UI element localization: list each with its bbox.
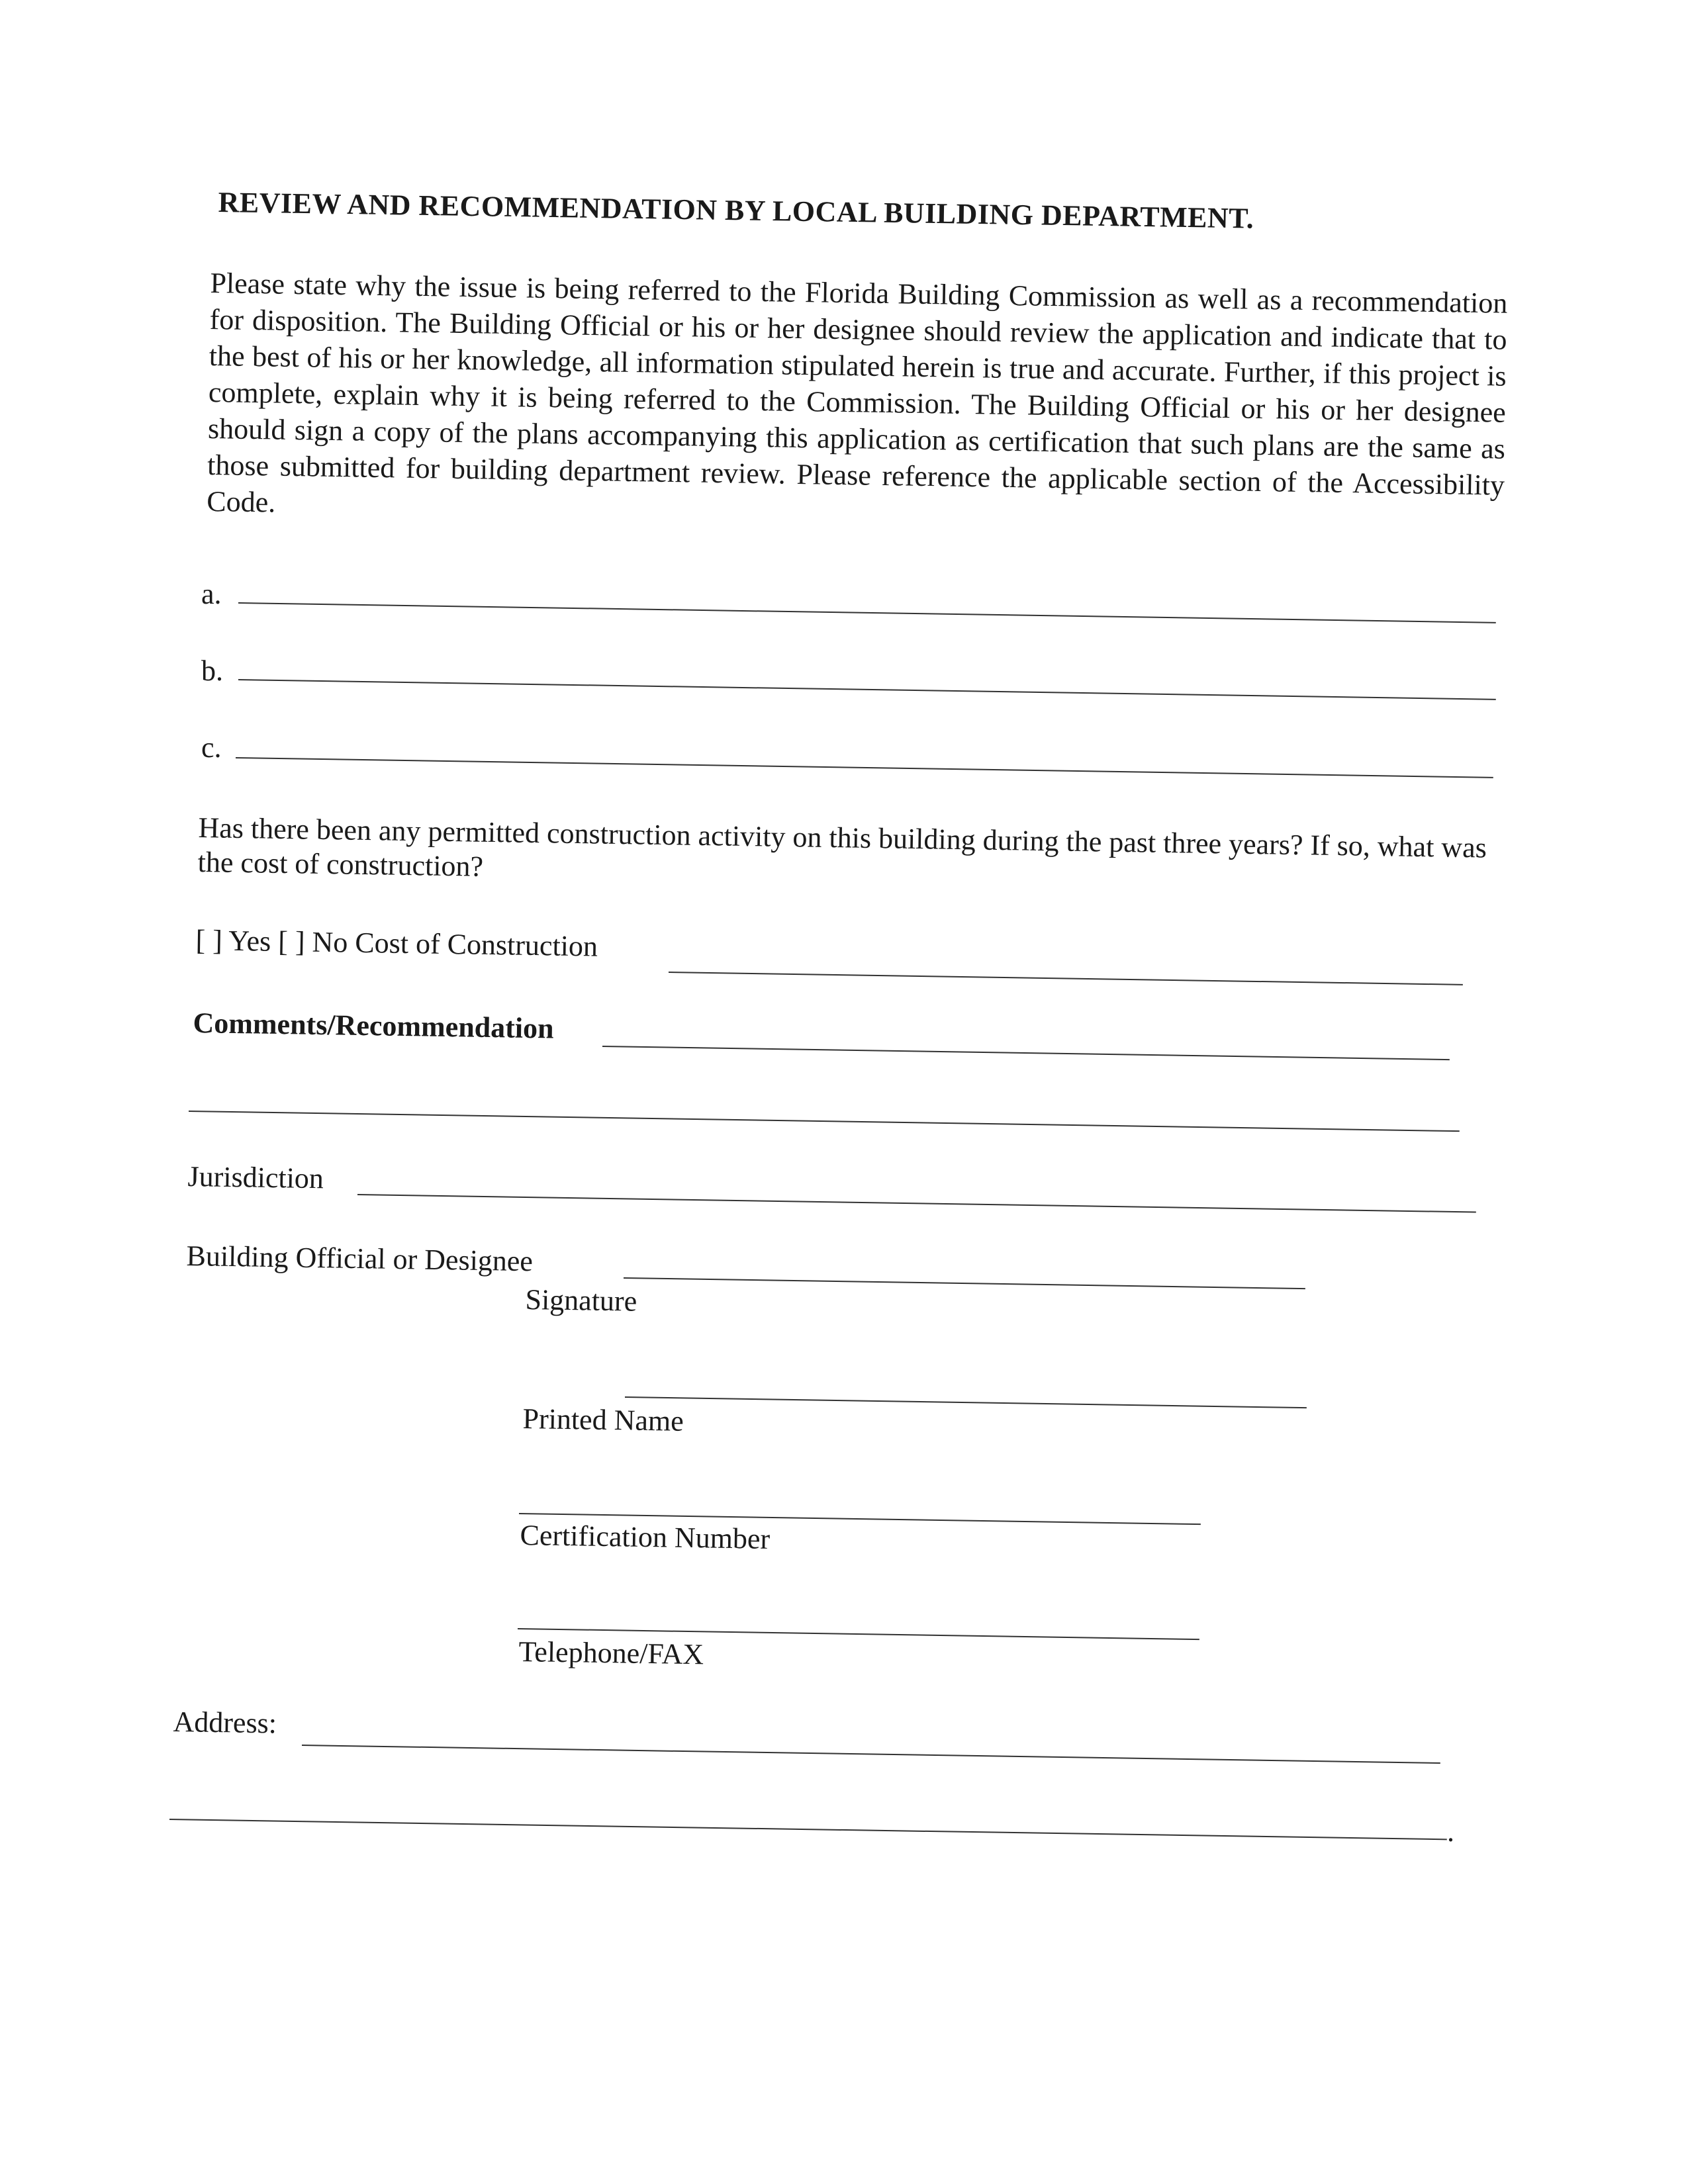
no-checkbox[interactable]: [ ] No xyxy=(277,925,348,959)
jurisdiction-field[interactable] xyxy=(357,1194,1476,1213)
comments-field-line-1[interactable] xyxy=(602,1046,1450,1060)
telephone-fax-label: Telephone/FAX xyxy=(518,1635,704,1671)
instructions-paragraph: Please state why the issue is being referred to the Florida Building Commission as well as a recommendation for disposition. The Building Official or his or her designee should review the application and indicate that to the best of his or her knowledge, all information stipulated herein is true and accurate. Further, if this project is complete, explain why it is being referred to the Commission. The Building Official or his or her designee should sign a copy of the plans accompanying this application as certification that such plans are the same as those submitted for building department review. Please reference the applicable section of the Accessibility Code. xyxy=(206,266,1508,519)
item-b-label: b. xyxy=(201,655,223,687)
printed-name-label: Printed Name xyxy=(522,1402,684,1437)
building-official-label: Building Official or Designee xyxy=(186,1239,534,1278)
item-b-field[interactable] xyxy=(238,679,1496,700)
item-c-field[interactable] xyxy=(236,757,1493,778)
address-label: Address: xyxy=(173,1705,277,1740)
cost-of-construction-label: Cost of Construction xyxy=(354,926,598,963)
construction-question: Has there been any permitted construction activity on this building during the past three years? If so, what was the cost of construction? xyxy=(197,811,1487,883)
signature-label: Signature xyxy=(525,1283,637,1318)
address-end-mark: . xyxy=(1447,1815,1454,1848)
printed-name-field[interactable] xyxy=(625,1396,1307,1408)
certification-number-label: Certification Number xyxy=(520,1518,771,1555)
cost-of-construction-field[interactable] xyxy=(669,972,1463,985)
address-field-line-2[interactable] xyxy=(169,1819,1447,1840)
construction-options xyxy=(195,923,598,964)
signature-field[interactable] xyxy=(624,1277,1305,1289)
comments-label: Comments/Recommendation xyxy=(193,1006,554,1045)
comments-field-line-2[interactable] xyxy=(189,1111,1460,1132)
address-field-line-1[interactable] xyxy=(302,1745,1440,1764)
item-c-label: c. xyxy=(201,731,222,764)
form-title: REVIEW AND RECOMMENDATION BY LOCAL BUILDING DEPARTMENT. xyxy=(218,185,1254,235)
item-a-field[interactable] xyxy=(238,602,1496,623)
jurisdiction-label: Jurisdiction xyxy=(187,1160,324,1195)
item-a-label: a. xyxy=(201,578,222,610)
yes-checkbox[interactable]: [ ] Yes xyxy=(195,923,271,958)
